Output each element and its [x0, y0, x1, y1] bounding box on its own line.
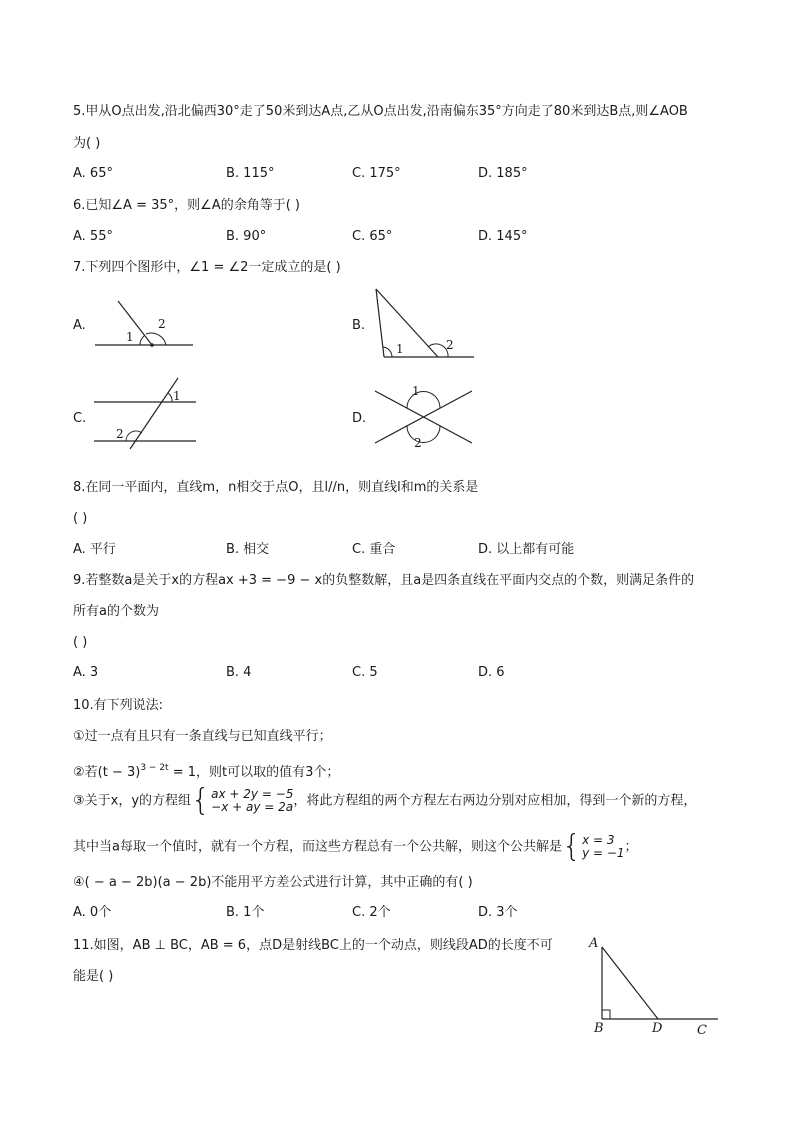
q8-option-a[interactable]: A. 平行 [73, 542, 116, 557]
q7-figure-a-option[interactable]: A. [73, 318, 86, 333]
q10-s3-post: ，将此方程组的两个方程左右两边分别对应相加，得到一个新的方程， [293, 793, 697, 809]
q10-s3-pre: ③关于x，y的方程组 [73, 793, 192, 809]
q10-s3-line2-post: ； [624, 839, 638, 855]
q8-option-b[interactable]: B. 相交 [226, 542, 270, 557]
q11-line1: 11.如图，AB ⊥ BC，AB = 6，点D是射线BC上的一个动点，则线段AD的长度不可 [73, 938, 553, 953]
q10-s2-exponent: 3 − 2t [140, 763, 169, 773]
q7-figure-b-label-2: 2 [446, 338, 454, 352]
q11-label-b: B [594, 1021, 604, 1036]
q9-option-a[interactable]: A. 3 [73, 665, 99, 680]
brace-icon: { [191, 782, 211, 818]
q8-stem: 8.在同一平面内，直线m，n相交于点O，且l//n，则直线l和m的关系是 [73, 480, 479, 495]
q7-figure-d-option[interactable]: D. [352, 411, 367, 426]
q5-option-a[interactable]: A. 65° [73, 166, 113, 181]
q9-option-c[interactable]: C. 5 [352, 665, 378, 680]
q10-option-a[interactable]: A. 0个 [73, 905, 112, 920]
q6-option-a[interactable]: A. 55° [73, 229, 113, 244]
q9-option-d[interactable]: D. 6 [478, 665, 505, 680]
q10-statement-4: ④( − a − 2b)(a − 2b)不能用平方差公式进行计算，其中正确的有( ) [73, 875, 473, 890]
brace-icon: { [561, 828, 582, 864]
q10-statement-3-line2 [73, 830, 638, 865]
q10-option-c[interactable]: C. 2个 [352, 905, 391, 920]
q10-s3-line2-pre: 其中当a每取一个值时，就有一个方程，而这些方程总有一个公共解，则这个公共解是 [73, 839, 562, 855]
q7-figure-d-label-2: 2 [414, 436, 422, 450]
q7-figure-b-label-1: 1 [396, 342, 404, 356]
q7-figure-a [90, 295, 200, 355]
q11-line2: 能是( ) [73, 969, 114, 984]
q7-figure-b [370, 285, 480, 365]
q10-stem: 10.有下列说法: [73, 698, 164, 713]
q7-figure-d-label-1: 1 [412, 384, 420, 398]
q11-label-c: C [697, 1023, 707, 1038]
q10-statement-1: ①过一点有且只有一条直线与已知直线平行； [73, 729, 332, 744]
q11-label-d: D [652, 1021, 663, 1036]
q7-figure-c-label-2: 2 [116, 427, 124, 441]
q9-line1: 9.若整数a是关于x的方程ax +3 = −9 − x的负整数解，且a是四条直线在平面内交点的个数，则满足条件的 [73, 573, 695, 588]
q5-option-d[interactable]: D. 185° [478, 166, 528, 181]
q5-option-c[interactable]: C. 175° [352, 166, 401, 181]
q10-s3-system [191, 784, 293, 818]
q10-s3-eq2: −x + ay = 2a [211, 799, 294, 814]
q7-figure-d [370, 383, 480, 453]
q7-figure-a-label-2: 2 [158, 317, 166, 331]
q10-s3-solution [562, 830, 625, 864]
q8-paren: ( ) [73, 511, 88, 526]
q10-statement-2 [73, 759, 339, 782]
q9-line2: 所有a的个数为 [73, 604, 159, 619]
q7-figure-c [90, 375, 200, 450]
q10-s3-sol1: x = 3 [582, 832, 615, 847]
q9-option-b[interactable]: B. 4 [226, 665, 252, 680]
q10-statement-3 [73, 784, 696, 819]
q5-line2: 为( ) [73, 136, 101, 151]
q11-label-a: A [589, 936, 599, 951]
q7-figure-b-option[interactable]: B. [352, 318, 366, 333]
q10-option-d[interactable]: D. 3个 [478, 905, 518, 920]
q9-paren: ( ) [73, 635, 88, 650]
q7-figure-c-option[interactable]: C. [73, 411, 87, 426]
q10-s2-rest: = 1，则t可以取的值有3个； [168, 765, 340, 780]
q5-option-b[interactable]: B. 115° [226, 166, 275, 181]
q6-stem: 6.已知∠A = 35°，则∠A的余角等于( ) [73, 198, 300, 213]
q10-s3-eq1: ax + 2y = −5 [211, 786, 294, 801]
q7-stem: 7.下列四个图形中，∠1 = ∠2一定成立的是( ) [73, 260, 341, 275]
q10-s3-sol2: y = −1 [582, 845, 625, 860]
q10-s2-base: ②若(t − 3) [73, 765, 141, 780]
q10-option-b[interactable]: B. 1个 [226, 905, 265, 920]
q6-option-d[interactable]: D. 145° [478, 229, 528, 244]
q6-option-c[interactable]: C. 65° [352, 229, 393, 244]
q6-option-b[interactable]: B. 90° [226, 229, 267, 244]
q8-option-d[interactable]: D. 以上都有可能 [478, 542, 575, 557]
q8-option-c[interactable]: C. 重合 [352, 542, 396, 557]
q7-figure-c-label-1: 1 [173, 389, 181, 403]
q7-figure-a-label-1: 1 [126, 330, 134, 344]
q5-line1: 5.甲从O点出发,沿北偏西30°走了50米到达A点,乙从O点出发,沿南偏东35°方向走了80米到达B点,则∠AOB [73, 104, 688, 119]
